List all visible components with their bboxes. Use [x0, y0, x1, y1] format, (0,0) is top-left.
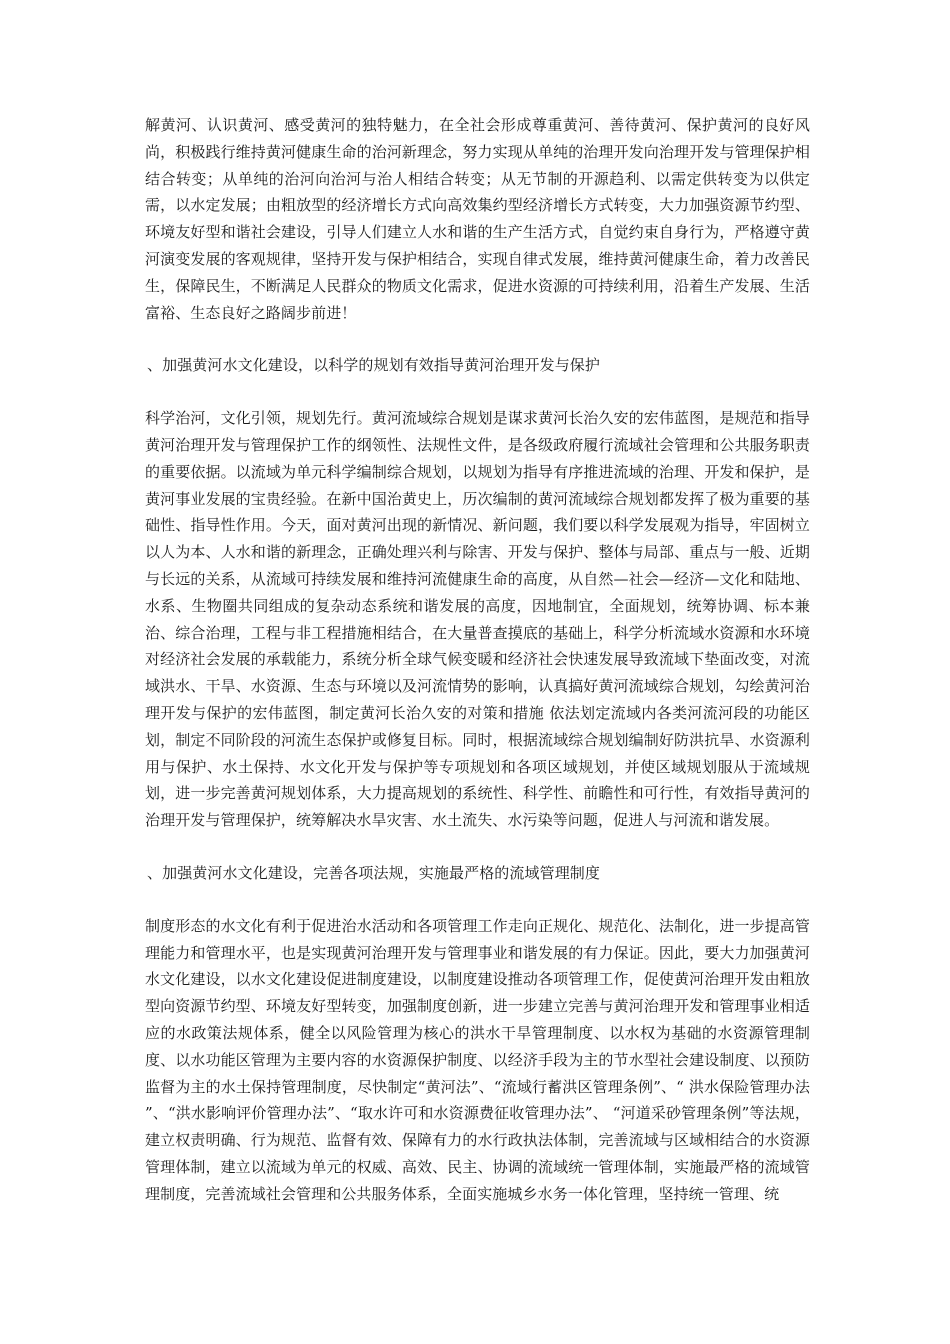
section-heading-planning: 、加强黄河水文化建设，以科学的规划有效指导黄河治理开发与保护	[147, 356, 601, 375]
paragraph-spacer	[145, 834, 810, 860]
paragraph-spacer	[145, 887, 810, 913]
document-body	[145, 112, 810, 1207]
section-heading-regulations: 、加强黄河水文化建设，完善各项法规，实施最严格的流域管理制度	[147, 863, 601, 882]
paragraph-planning: 科学治河，文化引领，规划先行。黄河流域综合规划是谋求黄河长治久安的宏伟蓝图，是规范和指导黄河治理开发与管理保护工作的纲领性、法规性文件，是各级政府履行流域社会管理和公共服务职责的重要依据。以流域为单元科学编制综合规划，以规划为指导有序推进流域的治理、开发和保护，是黄河事业发展的宝贵经验。在新中国治黄史上，历次编制的黄河流域综合规划都发挥了极为重要的基础性、指导性作用。今天，面对黄河出现的新情况、新问题，我们要以科学发展观为指导，牢固树立以人为本、人水和谐的新理念，正确处理兴利与除害、开发与保护、整体与局部、重点与一般、近期与长远的关系，从流域可持续发展和维持河流健康生命的高度，从自然—社会—经济—文化和陆地、水系、生物圈共同组成的复杂动态系统和谐发展的高度，因地制宜，全面规划，统筹协调、标本兼治、综合治理，工程与非工程措施相结合，在大量普查摸底的基础上，科学分析流域水资源和水环境对经济社会发展的承载能力，系统分析全球气候变暖和经济社会快速发展导致流域下垫面改变，对流域洪水、干旱、水资源、生态与环境以及河流情势的影响，认真搞好黄河流域综合规划，勾绘黄河治理开发与保护的宏伟蓝图，制定黄河长治久安的对策和措施 依法划定流域内各类河流河段的功能区划，制定不同阶段的河流生态保护或修复目标。同时，根据流域综合规划编制好防洪抗旱、水资源利用与保护、水土保持、水文化开发与保护等专项规划和各项区域规划，并使区域规划服从于流域规划，进一步完善黄河规划体系，大力提高规划的系统性、科学性、前瞻性和可行性，有效指导黄河的治理开发与管理保护，统筹解决水旱灾害、水土流失、水污染等问题，促进人与河流和谐发展。	[145, 409, 810, 830]
paragraph-intro: 解黄河、认识黄河、感受黄河的独特魅力，在全社会形成尊重黄河、善待黄河、保护黄河的良好风尚，积极践行维持黄河健康生命的治河新理念，努力实现从单纯的治理开发向治理开发与管理保护相结合转变；从单纯的治河向治河与治人相结合转变；从无节制的开源趋利、以需定供转变为以供定需，以水定发展；由粗放型的经济增长方式向高效集约型经济增长方式转变，大力加强资源节约型、环境友好型和谐社会建设，引导人们建立人水和谐的生产生活方式，自觉约束自身行为，严格遵守黄河演变发展的客观规律，坚持开发与保护相结合，实现自律式发展，维持黄河健康生命，着力改善民生，保障民生，不断满足人民群众的物质文化需求，促进水资源的可持续利用，沿着生产发展、生活富裕、生态良好之路阔步前进！	[145, 116, 810, 322]
paragraph-regulations: 制度形态的水文化有利于促进治水活动和各项管理工作走向正规化、规范化、法制化，进一步提高管理能力和管理水平，也是实现黄河治理开发与管理事业和谐发展的有力保证。因此，要大力加强黄河水文化建设，以水文化建设促进制度建设，以制度建设推动各项管理工作，促使黄河治理开发由粗放型向资源节约型、环境友好型转变，加强制度创新，进一步建立完善与黄河治理开发和管理事业相适应的水政策法规体系，健全以风险管理为核心的洪水干旱管理制度、以水权为基础的水资源管理制度、以水功能区管理为主要内容的水资源保护制度、以经济手段为主的节水型社会建设制度、以预防监督为主的水土保持管理制度，尽快制定“黄河法”、“流域行蓄洪区管理条例”、“ 洪水保险管理办法 ”、“洪水影响评价管理办法”、“取水许可和水资源费征收管理办法”、 “河道采砂管理条例”等法规，建立权责明确、行为规范、监督有效、保障有力的水行政执法体制，完善流域与区域相结合的水资源管理体制，建立以流域为单元的权威、高效、民主、协调的流域统一管理体制，实施最严格的流域管理制度，完善流域社会管理和公共服务体系，全面实施城乡水务一体化管理，坚持统一管理、统	[145, 916, 810, 1203]
paragraph-spacer	[145, 379, 810, 405]
paragraph-spacer	[145, 326, 810, 352]
